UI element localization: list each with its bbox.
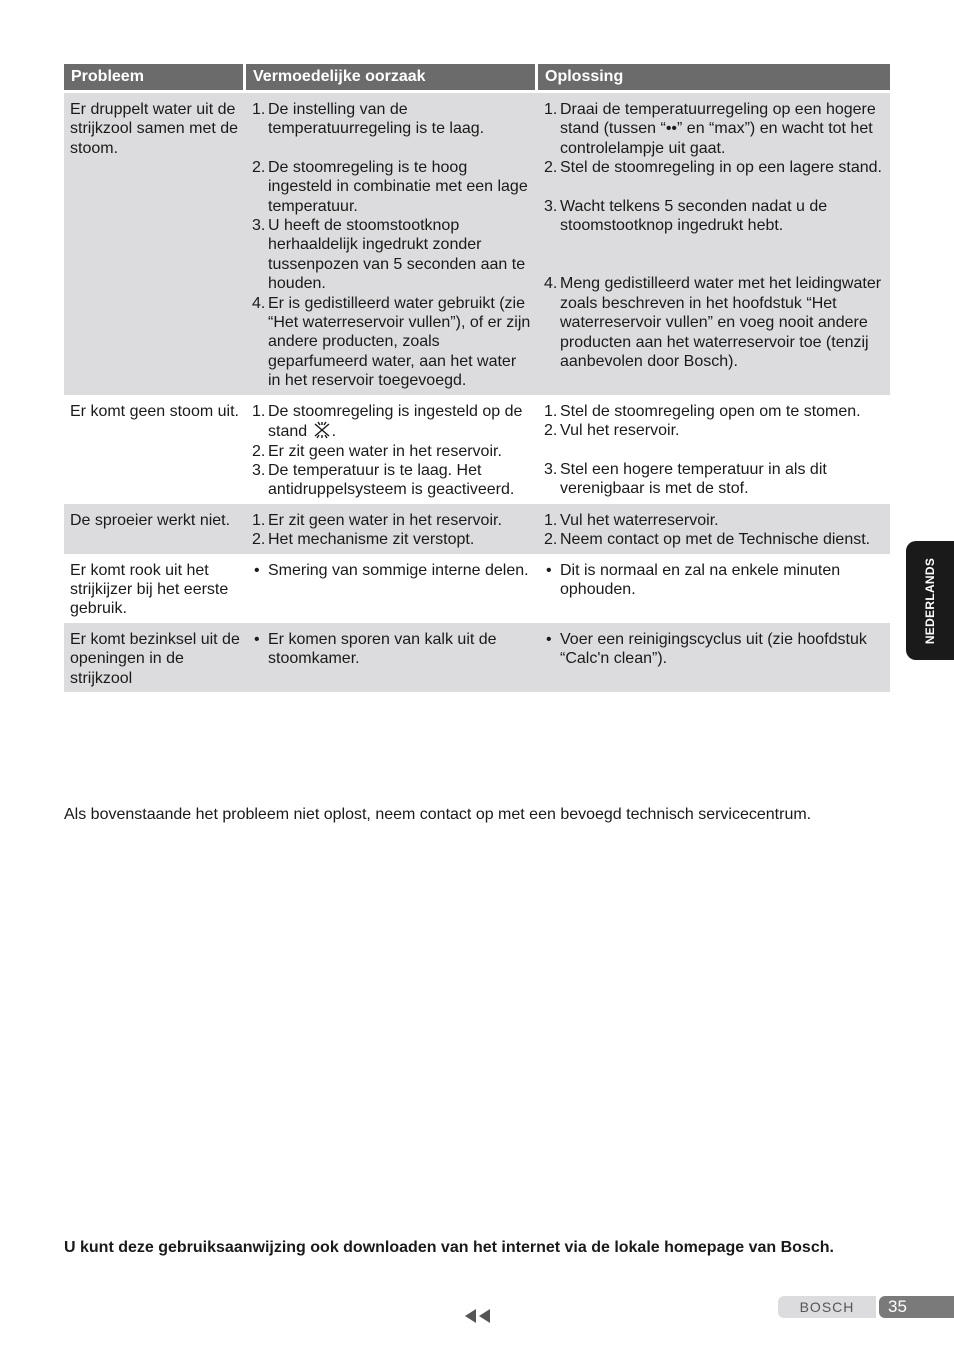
solution-cell [538, 395, 890, 504]
solution-cell [538, 623, 890, 692]
cause-cell [246, 395, 538, 504]
table-row [64, 395, 890, 504]
solution-cell [538, 93, 890, 395]
list-item: 3. U heeft de stoomstootknop herhaaldelijk ingedrukt zonder tussenpozen van 5 seconden aan te houden. [252, 217, 526, 293]
list-item: 2. De stoomregeling is te hoog ingesteld in combinatie met een lage temperatuur. [252, 158, 528, 215]
list-item: 1. De stoomregeling is ingesteld op de stand . [252, 402, 523, 441]
list-item: 1. Vul het waterreservoir. [544, 511, 719, 529]
cause-cell [246, 504, 538, 554]
list-item: • Smering van sommige interne delen. [254, 561, 529, 579]
solution-cell [538, 504, 890, 554]
language-tab [906, 541, 954, 660]
table-header-row [64, 64, 890, 93]
problem-cell: Er druppelt water uit de strijkzool samen met de stoom. [64, 93, 246, 395]
list-item: 1. Stel de stoomregeling open om te stomen. [544, 402, 861, 420]
language-tab-label: NEDERLANDS [923, 557, 937, 644]
problem-cell: Er komt rook uit het strijkijzer bij het eerste gebruik. [64, 554, 246, 623]
troubleshooting-table [64, 64, 890, 692]
list-item: • Dit is normaal en zal na enkele minuten ophouden. [546, 561, 841, 598]
page-number: 35 [879, 1296, 954, 1318]
problem-cell: Er komt geen stoom uit. [64, 395, 246, 504]
table-row [64, 504, 890, 554]
header-solution: Oplossing [538, 64, 890, 93]
list-item: 3. Stel een hogere temperatuur in als dit verenigbaar is met de stof. [544, 460, 827, 497]
table-row [64, 554, 890, 623]
list-item: • Voer een reinigingscyclus uit (zie hoofdstuk “Calc'n clean”). [546, 630, 867, 668]
problem-cell: Er komt bezinksel uit de openingen in de strijkzool [64, 623, 246, 692]
header-cause: Vermoedelijke oorzaak [246, 64, 538, 93]
cause-cell [246, 554, 538, 623]
list-item: 2. Er zit geen water in het reservoir. [252, 442, 502, 460]
list-item: • Er komen sporen van kalk uit de stoomkamer. [254, 630, 497, 668]
solution-cell [538, 554, 890, 623]
table-row [64, 93, 890, 395]
download-note: U kunt deze gebruiksaanwijzing ook downloaden van het internet via de lokale homepage van Bosch. [64, 1239, 834, 1256]
list-item: 2. Het mechanisme zit verstopt. [252, 531, 475, 549]
list-item: 3. De temperatuur is te laag. Het antidruppelsysteem is geactiveerd. [252, 461, 515, 499]
list-item: 1. De instelling van de temperatuurregeling is te laag. [252, 101, 485, 138]
list-item: 4. Er is gedistilleerd water gebruikt (zie “Het waterreservoir vullen”), of er zijn andere producten, zoals geparfumeerd water, aan het water in het reservoir toegevoegd. [252, 294, 531, 390]
list-item: 1. Er zit geen water in het reservoir. [252, 511, 502, 529]
steam-off-icon [312, 421, 332, 439]
list-item: 2. Neem contact op met de Technische dienst. [544, 531, 871, 549]
header-problem: Probleem [64, 64, 246, 93]
list-item: 2. Stel de stoomregeling in op een lagere stand. [544, 159, 882, 177]
table-row [64, 623, 890, 692]
list-item: 1. Draai de temperatuurregeling op een hogere stand (tussen “••” en “max”) en wacht tot het controlelampje uit gaat. [544, 101, 876, 157]
cause-cell [246, 623, 538, 692]
list-item: 4. Meng gedistilleerd water met het leidingwater zoals beschreven in het hoofdstuk “Het waterreservoir vullen” en voeg nooit andere producten aan het waterreservoir toe (tenzij aanbevolen door Bosch). [544, 275, 882, 371]
problem-cell: De sproeier werkt niet. [64, 504, 246, 554]
list-item: 3. Wacht telkens 5 seconden nadat u de stoomstootknop ingedrukt hebt. [544, 197, 828, 235]
brand-label: BOSCH [778, 1296, 876, 1318]
list-item: 2. Vul het reservoir. [544, 422, 680, 440]
service-note: Als bovenstaande het probleem niet oplost, neem contact op met een bevoegd technisch servicecentrum. [64, 806, 812, 823]
cause-cell [246, 93, 538, 395]
rewind-icon [464, 1308, 492, 1324]
